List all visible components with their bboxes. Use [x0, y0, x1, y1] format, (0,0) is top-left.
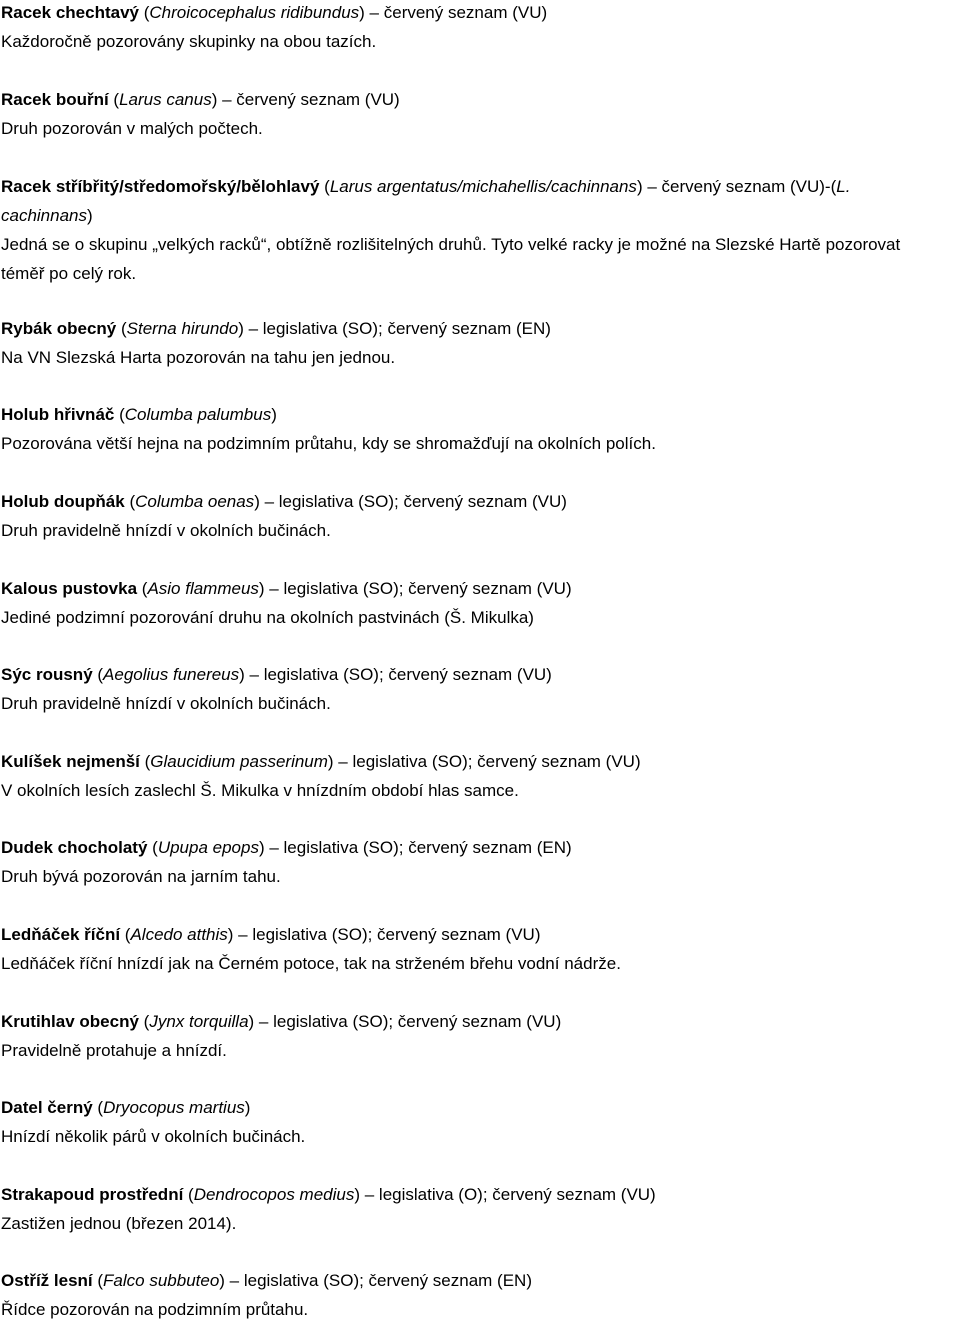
status-text: ) – legislativa (SO); červený seznam (EN)	[219, 1271, 532, 1290]
species-name: Ostříž lesní	[1, 1271, 93, 1290]
species-entry	[1, 85, 959, 143]
species-entry	[1, 400, 959, 458]
species-name: Holub doupňák	[1, 492, 125, 511]
scientific-name: Dendrocopos medius	[193, 1185, 355, 1204]
species-name: Kalous pustovka	[1, 579, 138, 598]
species-heading: Krutihlav obecný (Jynx torquilla) – legislativa (SO); červený seznam (VU)	[1, 1012, 562, 1031]
species-entry	[1, 314, 959, 372]
species-heading: Holub doupňák (Columba oenas) – legislativa (SO); červený seznam (VU)	[1, 492, 567, 511]
species-heading: Strakapoud prostřední (Dendrocopos medius) – legislativa (O); červený seznam (VU)	[1, 1185, 656, 1204]
status-text: ) – legislativa (SO); červený seznam (EN)	[258, 838, 572, 857]
species-entry	[1, 833, 959, 891]
species-name: Racek stříbřitý/středomořský/bělohlavý	[1, 177, 320, 196]
species-heading-continued: cachinnans)	[1, 206, 93, 225]
species-description: Jedná se o skupinu „velkých racků“, obtížně rozlišitelných druhů. Tyto velké racky je možné na Slezské Hartě pozorovat	[1, 235, 901, 254]
status-text: ) – legislativa (SO); červený seznam (VU)	[254, 492, 567, 511]
species-name: Rybák obecný	[1, 319, 117, 338]
species-entry	[1, 920, 959, 978]
species-entry	[1, 660, 959, 718]
scientific-name: Glaucidium passerinum	[150, 752, 328, 771]
species-description: Hnízdí několik párů v okolních bučinách.	[1, 1127, 306, 1146]
species-entry	[1, 1093, 959, 1151]
scientific-name: Jynx torquilla	[149, 1012, 249, 1031]
species-name: Kulíšek nejmenší	[1, 752, 140, 771]
species-heading: Kalous pustovka (Asio flammeus) – legislativa (SO); červený seznam (VU)	[1, 579, 572, 598]
status-text: ) – legislativa (SO); červený seznam (VU)	[239, 665, 552, 684]
species-description: Zastižen jednou (březen 2014).	[1, 1214, 237, 1233]
species-name: Krutihlav obecný	[1, 1012, 139, 1031]
status-text: ) – červený seznam (VU)	[359, 3, 548, 22]
species-entry	[1, 1007, 959, 1065]
species-entry	[1, 487, 959, 545]
scientific-name: Columba palumbus	[124, 405, 272, 424]
status-text: ) – legislativa (SO); červený seznam (VU)	[248, 1012, 562, 1031]
status-text: ) – legislativa (SO); červený seznam (EN)	[238, 319, 551, 338]
species-heading: Datel černý (Dryocopus martius)	[1, 1098, 251, 1117]
species-heading: Racek stříbřitý/středomořský/bělohlavý (Larus argentatus/michahellis/cachinnans) – červený seznam (VU)-(L.	[1, 177, 851, 196]
species-entry	[1, 574, 959, 632]
species-name: Datel černý	[1, 1098, 93, 1117]
species-heading: Holub hřivnáč (Columba palumbus)	[1, 405, 277, 424]
species-heading: Racek bouřní (Larus canus) – červený seznam (VU)	[1, 90, 400, 109]
species-name: Holub hřivnáč	[1, 405, 115, 424]
species-description: Řídce pozorován na podzimním průtahu.	[1, 1300, 309, 1319]
species-description: V okolních lesích zaslechl Š. Mikulka v hnízdním období hlas samce.	[1, 781, 519, 800]
species-entry	[1, 172, 959, 288]
scientific-name: Columba oenas	[135, 492, 255, 511]
species-name: Sýc rousný	[1, 665, 93, 684]
scientific-name: Larus argentatus/michahellis/cachinnans	[329, 177, 637, 196]
species-name: Dudek chocholatý	[1, 838, 148, 857]
species-description-continued: téměř po celý rok.	[1, 264, 137, 283]
scientific-name: Dryocopus martius	[103, 1098, 245, 1117]
species-name: Strakapoud prostřední	[1, 1185, 184, 1204]
scientific-name: Upupa epops	[157, 838, 259, 857]
scientific-name: Falco subbuteo	[103, 1271, 220, 1290]
scientific-name: Asio flammeus	[147, 579, 259, 598]
status-text: )	[271, 405, 277, 424]
status-text: ) – červený seznam (VU)-(	[636, 177, 837, 196]
species-heading: Rybák obecný (Sterna hirundo) – legislativa (SO); červený seznam (EN)	[1, 319, 551, 338]
species-description: Každoročně pozorovány skupinky na obou tazích.	[1, 32, 377, 51]
status-text: ) – červený seznam (VU)	[211, 90, 400, 109]
scientific-name: Sterna hirundo	[126, 319, 239, 338]
species-description: Druh pravidelně hnízdí v okolních bučinách.	[1, 694, 331, 713]
species-description: Jediné podzimní pozorování druhu na okolních pastvinách (Š. Mikulka)	[1, 608, 534, 627]
status-text: ) – legislativa (SO); červený seznam (VU)	[227, 925, 541, 944]
species-heading: Ledňáček říční (Alcedo atthis) – legislativa (SO); červený seznam (VU)	[1, 925, 541, 944]
species-entry	[1, 1180, 959, 1238]
species-description: Ledňáček říční hnízdí jak na Černém potoce, tak na strženém břehu vodní nádrže.	[1, 954, 621, 973]
species-description: Druh pravidelně hnízdí v okolních bučinách.	[1, 521, 331, 540]
species-description: Na VN Slezská Harta pozorován na tahu jen jednou.	[1, 348, 396, 367]
species-heading: Racek chechtavý (Chroicocephalus ridibundus) – červený seznam (VU)	[1, 3, 548, 22]
species-description: Druh bývá pozorován na jarním tahu.	[1, 867, 281, 886]
species-heading: Kulíšek nejmenší (Glaucidium passerinum) – legislativa (SO); červený seznam (VU)	[1, 752, 641, 771]
scientific-name: Larus canus	[119, 90, 212, 109]
species-entry	[1, 1266, 959, 1324]
species-entry	[1, 747, 959, 805]
scientific-name: Alcedo atthis	[130, 925, 228, 944]
species-description: Pravidelně protahuje a hnízdí.	[1, 1041, 227, 1060]
species-heading: Sýc rousný (Aegolius funereus) – legislativa (SO); červený seznam (VU)	[1, 665, 552, 684]
species-entry	[1, 0, 959, 56]
species-heading: Dudek chocholatý (Upupa epops) – legislativa (SO); červený seznam (EN)	[1, 838, 572, 857]
species-name: Racek bouřní	[1, 90, 109, 109]
status-text: ) – legislativa (O); červený seznam (VU)	[354, 1185, 656, 1204]
species-description: Pozorována větší hejna na podzimním průtahu, kdy se shromažďují na okolních polích.	[1, 434, 656, 453]
species-description: Druh pozorován v malých počtech.	[1, 119, 263, 138]
status-text: ) – legislativa (SO); červený seznam (VU)	[327, 752, 641, 771]
status-text: ) – legislativa (SO); červený seznam (VU)	[258, 579, 572, 598]
scientific-name: Chroicocephalus ridibundus	[149, 3, 360, 22]
scientific-name: Aegolius funereus	[103, 665, 240, 684]
status-text: )	[244, 1098, 251, 1117]
species-name: Ledňáček říční	[1, 925, 121, 944]
species-name: Racek chechtavý	[1, 3, 139, 22]
species-heading: Ostříž lesní (Falco subbuteo) – legislativa (SO); červený seznam (EN)	[1, 1271, 532, 1290]
